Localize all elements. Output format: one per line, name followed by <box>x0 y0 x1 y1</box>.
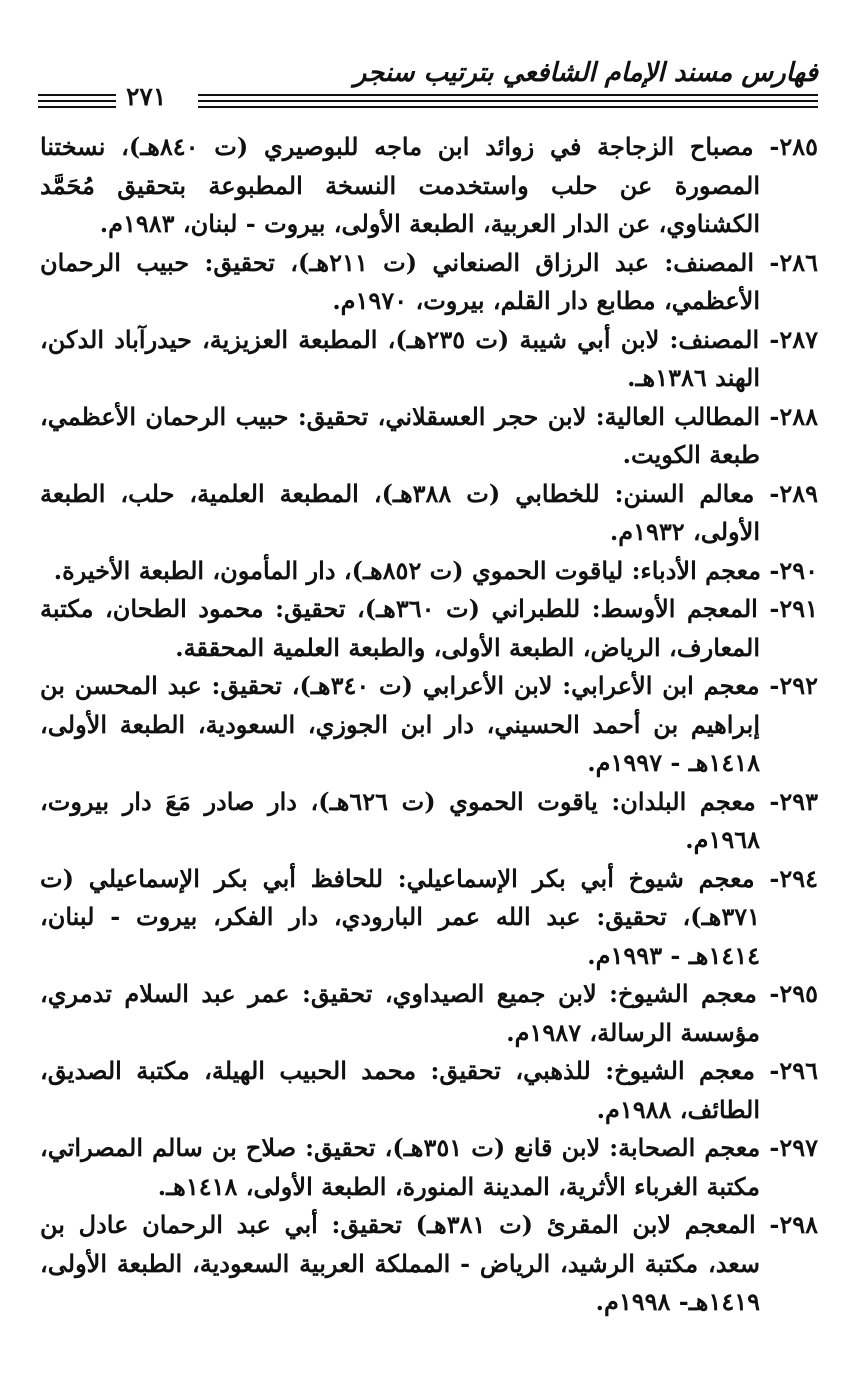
bibliography-entry <box>40 128 818 244</box>
bibliography-entry <box>40 244 818 321</box>
header-rule <box>38 94 116 96</box>
bibliography-entry <box>40 667 818 783</box>
entry-number: ٢٨٦- <box>769 247 819 277</box>
bibliography-entry <box>40 1052 818 1129</box>
entry-number: ٢٨٥- <box>769 132 819 161</box>
entry-number: ٢٩١- <box>769 594 819 623</box>
entry-text: معجم ابن الأعرابي: لابن الأعرابي (ت ٣٤٠هـ)، تحقيق: عبد المحسن بن إبراهيم بن أحمد الحسيني، دار ابن الجوزي، السعودية، الطبعة الأولى، ١٤١٨هـ - ١٩٩٧م. <box>40 671 760 777</box>
header-rule <box>38 106 116 108</box>
bibliography-entry <box>40 1206 818 1322</box>
entry-number: ٢٩٨- <box>769 1210 819 1239</box>
bibliography-entry <box>40 783 818 860</box>
entry-text: المصنف: عبد الرزاق الصنعاني (ت ٢١١هـ)، تحقيق: حبيب الرحمان الأعظمي، مطابع دار القلم، بيروت، ١٩٧٠م. <box>40 247 760 315</box>
entry-number: ٢٩٥- <box>769 979 818 1008</box>
entry-text: معالم السنن: للخطابي (ت ٣٨٨هـ)، المطبعة العلمية، حلب، الطبعة الأولى، ١٩٣٢م. <box>40 478 760 546</box>
entry-text: المطالب العالية: لابن حجر العسقلاني، تحقيق: حبيب الرحمان الأعظمي، طبعة الكويت. <box>40 401 760 469</box>
header-rule <box>198 106 818 108</box>
entry-text: معجم الشيوخ: لابن جميع الصيداوي، تحقيق: عمر عبد السلام تدمري، مؤسسة الرسالة، ١٩٨٧م. <box>40 979 760 1047</box>
page-header <box>38 58 818 110</box>
bibliography-entry <box>40 590 818 667</box>
page-number: ٢٧١ <box>126 82 167 111</box>
entry-number: ٢٨٨- <box>769 401 818 431</box>
entry-text: معجم شيوخ أبي بكر الإسماعيلي: للحافظ أبي بكر الإسماعيلي (ت ٣٧١هـ)، تحقيق: عبد الله عمر البارودي، دار الفكر، بيروت - لبنان، ١٤١٤هـ - ١٩٩٣م. <box>40 863 760 970</box>
running-title: فهارس مسند الإمام الشافعي بترتيب سنجر <box>353 58 818 88</box>
bibliography-entry <box>40 975 818 1052</box>
bibliography-list <box>40 128 818 1322</box>
header-rule <box>198 94 818 96</box>
entry-number: ٢٨٧- <box>769 324 818 354</box>
bibliography-entry <box>40 321 818 398</box>
entry-text: معجم البلدان: ياقوت الحموي (ت ٦٢٦هـ)، دار صادر مَعَ دار بيروت، ١٩٦٨م. <box>40 786 760 854</box>
bibliography-entry <box>40 860 818 976</box>
entry-text: معجم الصحابة: لابن قانع (ت ٣٥١هـ)، تحقيق: صلاح بن سالم المصراتي، مكتبة الغرباء الأثرية، المدينة المنورة، الطبعة الأولى، ١٤١٨هـ. <box>40 1133 761 1201</box>
entry-text: المعجم لابن المقرئ (ت ٣٨١هـ) تحقيق: أبي عبد الرحمان عادل بن سعد، مكتبة الرشيد، الرياض - المملكة العربية السعودية، الطبعة الأولى، ١٤١٩هـ- ١٩٩٨م. <box>40 1210 760 1316</box>
entry-number: ٢٩٦- <box>769 1056 818 1085</box>
entry-number: ٢٩٣- <box>769 786 819 816</box>
bibliography-entry <box>40 1129 818 1206</box>
bibliography-entry <box>40 398 818 475</box>
header-rule <box>38 100 116 102</box>
bibliography-entry <box>40 552 818 591</box>
entry-text: مصباح الزجاجة في زوائد ابن ماجه للبوصيري (ت ٨٤٠هـ)، نسختنا المصورة عن حلب واستخدمت النسخة المطبوعة بتحقيق مُحَمَّد الكشناوي، عن الدار العربية، الطبعة الأولى، بيروت - لبنان، ١٩٨٣م. <box>40 132 760 238</box>
entry-number: ٢٩٠- <box>769 555 818 585</box>
entry-number: ٢٩٧- <box>769 1133 818 1162</box>
entry-text: معجم الأدباء: لياقوت الحموي (ت ٨٥٢هـ)، دار المأمون، الطبعة الأخيرة. <box>53 555 761 585</box>
entry-text: معجم الشيوخ: للذهبي، تحقيق: محمد الحبيب الهيلة، مكتبة الصديق، الطائف، ١٩٨٨م. <box>40 1056 760 1124</box>
entry-text: المعجم الأوسط: للطبراني (ت ٣٦٠هـ)، تحقيق: محمود الطحان، مكتبة المعارف، الرياض، الطبعة الأولى، والطبعة العلمية المحققة. <box>40 594 760 662</box>
header-rule <box>198 100 818 102</box>
entry-number: ٢٩٤- <box>769 863 818 893</box>
bibliography-entry <box>40 475 818 552</box>
entry-number: ٢٨٩- <box>769 478 819 508</box>
entry-number: ٢٩٢- <box>769 671 818 700</box>
entry-text: المصنف: لابن أبي شيبة (ت ٢٣٥هـ)، المطبعة العزيزية، حيدرآباد الدكن، الهند ١٣٨٦هـ. <box>40 324 760 392</box>
